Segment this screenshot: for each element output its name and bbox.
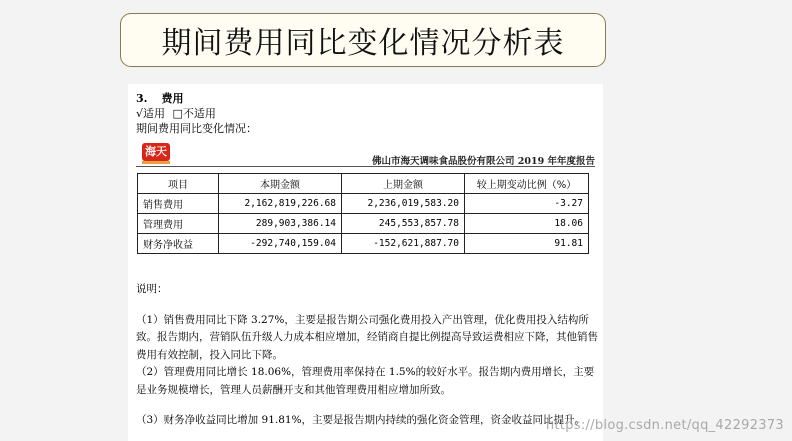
col-header-current: 本期金额	[219, 174, 342, 194]
previous-amount: 2,236,019,583.20	[342, 194, 465, 214]
source-watermark: https://blog.csdn.net/qq_42292373	[545, 418, 784, 433]
note-paragraph-1: （1）销售费用同比下降 3.27%，主要是报告期公司强化费用投入产出管理，优化费用投入结构所致。报告期内，营销队伍升级人力成本相应增加，经销商自提比例提高导致运费相应下降，其他销售费用有效控制，投入同比下降。	[136, 313, 598, 361]
table-row	[138, 234, 589, 254]
note-paragraph-2: （2）管理费用同比增长 18.06%，管理费用率保持在 1.5%的较好水平。报告期内费用增长，主要是业务规模增长，管理人员薪酬开支和其他管理费用相应增加所致。	[136, 366, 595, 396]
current-amount: -292,740,159.04	[219, 234, 342, 254]
change-ratio: 18.06	[465, 214, 589, 234]
slide-title: 期间费用同比变化情况分析表	[120, 13, 606, 67]
applicable-option: √适用	[136, 107, 166, 120]
col-header-item: 项目	[138, 174, 219, 194]
report-page	[128, 84, 603, 441]
note-paragraph-3: （3）财务净收益同比增加 91.81%，主要是报告期内持续的强化资金管理，资金收益同比提升。	[136, 414, 586, 426]
change-ratio: -3.27	[465, 194, 589, 214]
notes-heading: 说明：	[136, 283, 168, 295]
previous-amount: 245,553,857.78	[342, 214, 465, 234]
col-header-change: 较上期变动比例（%）	[465, 174, 589, 194]
table-row	[138, 194, 589, 214]
table-row	[138, 214, 589, 234]
col-header-previous: 上期金额	[342, 174, 465, 194]
current-amount: 289,903,386.14	[219, 214, 342, 234]
header-rule	[136, 166, 595, 167]
row-label: 销售费用	[138, 194, 219, 214]
section-heading	[136, 90, 183, 106]
previous-amount: -152,621,887.70	[342, 234, 465, 254]
not-applicable-option: □不适用	[172, 107, 216, 120]
company-logo: 海天	[142, 143, 170, 161]
applicability-options	[136, 105, 220, 121]
section-title: 费用	[161, 92, 184, 105]
notes-spacer	[136, 299, 598, 312]
logo-underline	[142, 161, 170, 164]
row-label: 财务净收益	[138, 234, 219, 254]
notes-section	[136, 281, 598, 430]
expense-table	[137, 173, 589, 254]
table-subtitle: 期间费用同比变化情况：	[136, 122, 257, 135]
change-ratio: 91.81	[465, 234, 589, 254]
notes-spacer	[136, 399, 598, 412]
section-number: 3.	[136, 92, 148, 105]
row-label: 管理费用	[138, 214, 219, 234]
table-header-row	[138, 174, 589, 194]
company-report-header: 佛山市海天调味食品股份有限公司 2019 年年度报告	[371, 156, 595, 167]
current-amount: 2,162,819,226.68	[219, 194, 342, 214]
